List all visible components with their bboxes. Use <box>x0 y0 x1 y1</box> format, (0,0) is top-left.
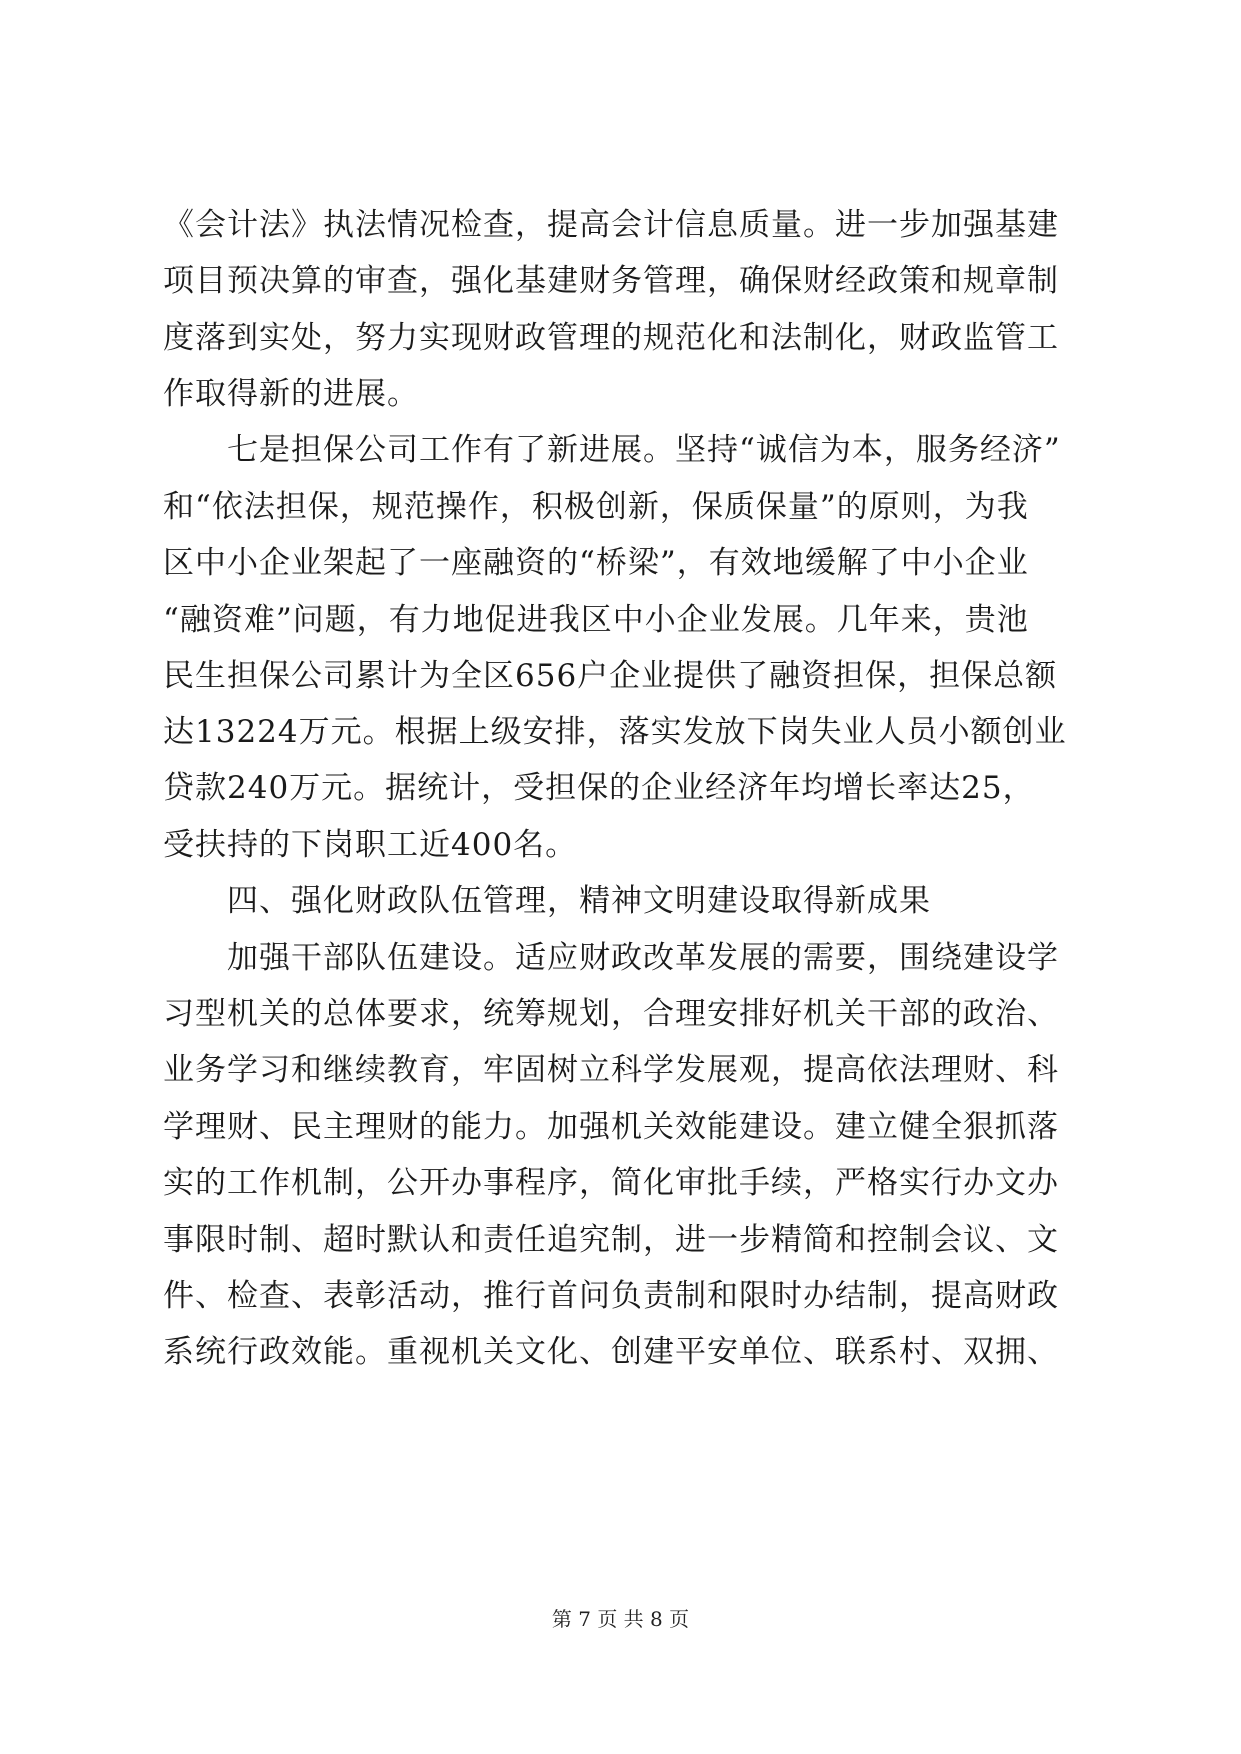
body-text-line: 作取得新的进展。 <box>163 376 419 412</box>
body-text-line: 事限时制、超时默认和责任追究制，进一步精简和控制会议、文 <box>163 1222 1059 1258</box>
page-footer: 第 7 页 共 8 页 <box>551 1607 690 1631</box>
body-text-line: 达13224万元。根据上级安排，落实发放下岗失业人员小额创业 <box>163 714 1067 750</box>
body-text-line: 七是担保公司工作有了新进展。坚持“诚信为本，服务经济” <box>163 432 1061 468</box>
body-text-line: 民生担保公司累计为全区656户企业提供了融资担保，担保总额 <box>163 658 1058 694</box>
body-text-line: 加强干部队伍建设。适应财政改革发展的需要，围绕建设学 <box>163 940 1059 976</box>
body-text-line: 项目预决算的审查，强化基建财务管理，确保财经政策和规章制 <box>163 263 1059 299</box>
body-text-line: 度落到实处，努力实现财政管理的规范化和法制化，财政监管工 <box>163 320 1059 356</box>
body-text-line: 实的工作机制，公开办事程序，简化审批手续，严格实行办文办 <box>163 1165 1059 1201</box>
body-text-line: 和“依法担保，规范操作，积极创新，保质保量”的原则，为我 <box>163 489 1029 525</box>
body-text-line: 业务学习和继续教育，牢固树立科学发展观，提高依法理财、科 <box>163 1052 1059 1088</box>
body-text-line: 件、检查、表彰活动，推行首问负责制和限时办结制，提高财政 <box>163 1278 1059 1314</box>
body-text-line: 受扶持的下岗职工近400名。 <box>163 827 578 863</box>
body-text-line: 四、强化财政队伍管理，精神文明建设取得新成果 <box>163 883 931 919</box>
body-text-line: “融资难”问题，有力地促进我区中小企业发展。几年来，贵池 <box>163 602 1029 638</box>
body-text-line: 学理财、民主理财的能力。加强机关效能建设。建立健全狠抓落 <box>163 1109 1059 1145</box>
body-text-line: 《会计法》执法情况检查，提高会计信息质量。进一步加强基建 <box>163 207 1059 243</box>
body-text-line: 系统行政效能。重视机关文化、创建平安单位、联系村、双拥、 <box>163 1334 1059 1370</box>
body-text-line: 习型机关的总体要求，统筹规划，合理安排好机关干部的政治、 <box>163 996 1059 1032</box>
body-text-line: 区中小企业架起了一座融资的“桥梁”，有效地缓解了中小企业 <box>163 545 1029 581</box>
body-text-line: 贷款240万元。据统计，受担保的企业经济年均增长率达25， <box>163 770 1035 806</box>
